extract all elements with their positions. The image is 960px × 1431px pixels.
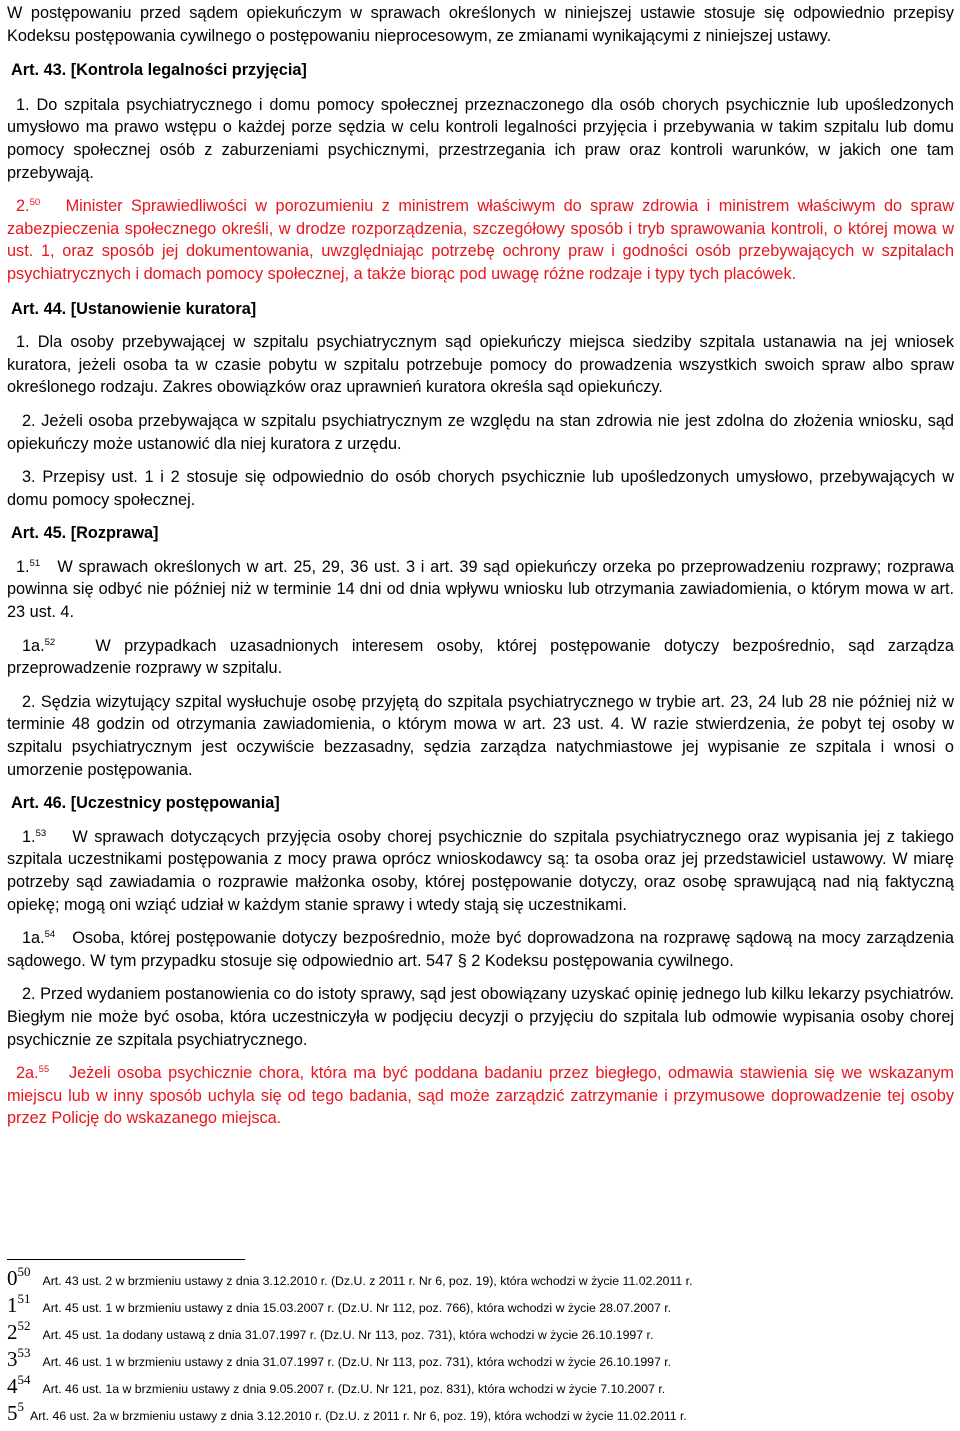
footnote-number: $2^{52}$ <box>7 1318 31 1344</box>
footnote-text: Art. 45 ust. 1a dodany ustawą z dnia 31.07.1997 r. (Dz.U. Nr 113, poz. 731), która wchodzi w życie 26.10.1997 r. <box>42 1328 654 1342</box>
footnote-number: $4^{54}$ <box>7 1372 31 1398</box>
intro-paragraph: W postępowaniu przed sądem opiekuńczym w sprawach określonych w niniejszej ustawie stosuje się odpowiednio przepisy Kodeksu postępowania cywilnego o postępowaniu nieprocesowym, ze zmianami wynikającymi z niniejszej ustawy. <box>7 4 954 45</box>
art46-para-1a-text: Osoba, której postępowanie dotyczy bezpośrednio, może być doprowadzona na rozprawę sądową na mocy zarządzenia sądowego. W tym przypadku stosuje się odpowiednio art. 547 § 2 Kodeksu postępowania cywilnego. <box>7 929 954 970</box>
art46-para-2a-num: 2a. <box>16 1064 39 1083</box>
document-page <box>7 0 954 1130</box>
art43-para-2-text: Minister Sprawiedliwości w porozumieniu z ministrem właściwym do spraw zdrowia i ministrem właściwym do spraw zabezpieczenia społecznego określi, w drodze rozporządzenia, szczegółowy sposób i tryb sprawowania kontroli, o której mowa w ust. 1, oraz sposób jej dokumentowania, uwzględniając potrzebę ochrony praw i godności osób przebywających w szpitalach psychiatrycznych i domach pomocy społecznej, a także biorąc pod uwagę różne rodzaje i typy tych placówek. <box>7 197 954 283</box>
footnote-text: Art. 43 ust. 2 w brzmieniu ustawy z dnia 3.12.2010 r. (Dz.U. z 2011 r. Nr 6, poz. 19), która wchodzi w życie 11.02.2011 r. <box>42 1274 693 1288</box>
footnote-ref-50: 50 <box>29 197 41 209</box>
footnote-number: $0^{50}$ <box>7 1264 31 1290</box>
footnote-text: Art. 45 ust. 1 w brzmieniu ustawy z dnia 15.03.2007 r. (Dz.U. Nr 112, poz. 766), która wchodzi w życie 28.07.2007 r. <box>42 1301 672 1315</box>
footnote-51 <box>7 1293 954 1317</box>
art46-para-1a <box>7 927 954 972</box>
footnote-ref-51: 51 <box>29 557 41 569</box>
footnote-text: Art. 46 ust. 2a w brzmieniu ustawy z dnia 3.12.2010 r. (Dz.U. z 2011 r. Nr 6, poz. 19), która wchodzi w życie 11.02.2011 r. <box>30 1409 687 1423</box>
art45-para-1-num: 1. <box>16 557 30 576</box>
art43-para-2-num: 2. <box>16 197 30 216</box>
footnote-ref-52: 52 <box>44 636 56 648</box>
footnote-ref-55: 55 <box>38 1064 50 1076</box>
art46-para-1-text: W sprawach dotyczących przyjęcia osoby chorej psychicznie do szpitala psychiatrycznego oraz wypisania jej z takiego szpitala uczestnikami postępowania z mocy prawa oprócz wnioskodawcy są: ta osoba oraz jej przedstawiciel ustawowy. W miarę potrzeby sąd zawiadamia o rozprawie małżonka osoby, której postępowanie dotyczy, oraz osobę sprawującą nad nią faktyczną opiekę; mogą oni wziąć udział w każdym stanie sprawy i wtedy stają się uczestnikami. <box>7 827 954 914</box>
art45-para-1a <box>7 635 954 680</box>
art46-para-1 <box>7 826 954 916</box>
art46-para-2a <box>7 1062 954 1130</box>
art46-heading: Art. 46. [Uczestnicy postępowania] <box>11 794 280 813</box>
art44-heading: Art. 44. [Ustanowienie kuratora] <box>11 299 257 318</box>
art46-para-2: 2. Przed wydaniem postanowienia co do istoty sprawy, sąd jest obowiązany uzyskać opinię jednego lub kilku lekarzy psychiatrów. Biegłym nie może być osoba, która uczestniczyła w podjęciu decyzji o przyjęciu do szpitala lub odmowie wypisania osoby chorej psychicznie ze szpitala psychiatrycznego. <box>7 985 954 1049</box>
art46-para-1-num: 1. <box>22 827 36 846</box>
footnote-53 <box>7 1347 954 1371</box>
art46-para-2a-text: Jeżeli osoba psychicznie chora, która ma być poddana badaniu przez biegłego, odmawia stawienia się we wskazanym miejscu lub w inny sposób uchyla się od tego badania, sąd może zarządzić zatrzymanie i przymusowe doprowadzenie tej osoby przez Policję do wskazanego miejsca. <box>7 1064 954 1128</box>
art46-para-1a-num: 1a. <box>22 929 45 948</box>
footnote-55 <box>7 1401 954 1425</box>
footnote-ref-54: 54 <box>44 929 56 941</box>
footnote-52 <box>7 1320 954 1344</box>
footnote-number: $3^{53}$ <box>7 1345 31 1371</box>
footnote-54 <box>7 1374 954 1398</box>
footnote-text: Art. 46 ust. 1 w brzmieniu ustawy z dnia 31.07.1997 r. (Dz.U. Nr 113, poz. 731), która wchodzi w życie 26.10.1997 r. <box>42 1355 672 1369</box>
art45-heading: Art. 45. [Rozprawa] <box>11 524 159 543</box>
art45-para-2: 2. Sędzia wizytujący szpital wysłuchuje osobę przyjętą do szpitala psychiatrycznego w trybie art. 23, 24 lub 28 nie później niż w terminie 48 godzin od otrzymania zawiadomienia, o którym mowa w art. 23 ust. 4. W razie stwierdzenia, że pobyt tej osoby w szpitalu psychiatrycznym jest oczywiście bezzasadny, sędzia zarządza natychmiastowe jej wypisanie ze szpitala i wnosi o umorzenie postępowania. <box>7 692 954 779</box>
art45-para-1a-num: 1a. <box>22 636 45 655</box>
art45-para-1a-text: W przypadkach uzasadnionych interesem osoby, której postępowanie dotyczy bezpośrednio, sąd zarządza przeprowadzenie rozprawy w szpitalu. <box>7 636 954 678</box>
art43-para-1: 1. Do szpitala psychiatrycznego i domu pomocy społecznej przeznaczonego dla osób chorych psychicznie lub upośledzonych umysłowo ma prawo wstępu o każdej porze sędzia w celu kontroli legalności przyjęcia i przebywania w takim szpitalu lub domu pomocy społecznej osób z zaburzeniami psychicznymi, przestrzegania ich praw oraz kontroli warunków, w jakich one tam przebywają. <box>7 95 954 182</box>
footnote-number: $5^5$ <box>7 1399 24 1425</box>
footnote-number: $1^{51}$ <box>7 1291 31 1317</box>
footnote-separator <box>7 1259 245 1260</box>
art44-para-1: 1. Dla osoby przebywającej w szpitalu psychiatrycznym sąd opiekuńczy miejsca siedziby szpitala ustanawia na jej wniosek kuratora, jeżeli osoba ta w czasie pobytu w szpitalu potrzebuje pomocy do prowadzenia wszystkich swoich spraw albo spraw określonego rodzaju. Zakres obowiązków oraz uprawnień kuratora określa sąd opiekuńczy. <box>7 333 954 397</box>
art44-para-3: 3. Przepisy ust. 1 i 2 stosuje się odpowiednio do osób chorych psychicznie lub upośledzonych umysłowo, przebywających w domu pomocy społecznej. <box>7 468 954 509</box>
footnote-50 <box>7 1266 954 1290</box>
art43-para-2 <box>7 195 954 285</box>
footnote-ref-53: 53 <box>35 827 47 839</box>
footnote-text: Art. 46 ust. 1a w brzmieniu ustawy z dnia 9.05.2007 r. (Dz.U. Nr 121, poz. 831), która wchodzi w życie 7.10.2007 r. <box>42 1382 666 1396</box>
art44-para-2: 2. Jeżeli osoba przebywająca w szpitalu psychiatrycznym ze względu na stan zdrowia nie jest zdolna do złożenia wniosku, sąd opiekuńczy może ustanowić dla niej kuratora z urzędu. <box>7 411 954 453</box>
art45-para-1-text: W sprawach określonych w art. 25, 29, 36 ust. 3 i art. 39 sąd opiekuńczy orzeka po przeprowadzeniu rozprawy; rozprawa powinna się odbyć nie później niż w terminie 14 dni od dnia wpływu wniosku lub otrzymania zawiadomienia, o którym mowa w art. 23 ust. 4. <box>7 557 954 622</box>
art43-heading: Art. 43. [Kontrola legalności przyjęcia] <box>11 61 307 80</box>
art45-para-1 <box>7 556 954 624</box>
